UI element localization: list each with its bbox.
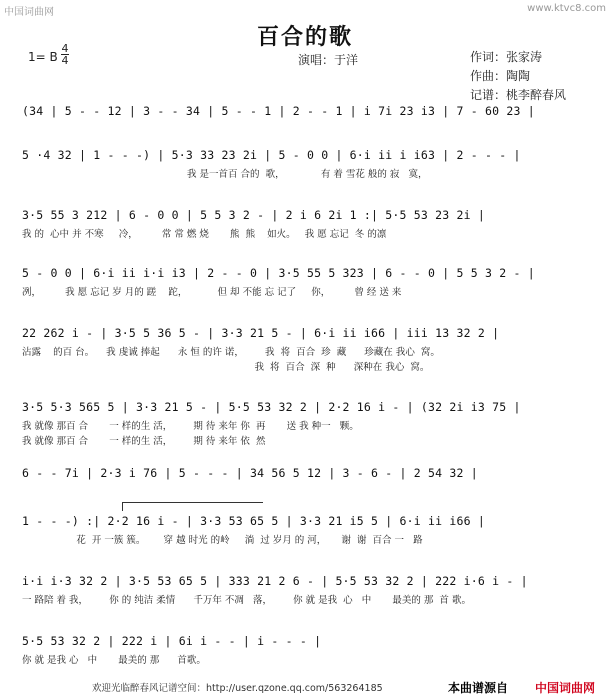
notation: 5 - 0 0 | 6·i ii i·i i3 | 2 - - 0 | 3·5 55 5 323 | 6 - - 0 | 5 5 3 2 - |: [22, 266, 535, 280]
footer-source-label: 本曲谱源自: [448, 681, 509, 695]
transcriber: 记谱：桃李醉春风: [470, 88, 567, 102]
notation: 5·5 53 32 2 | 222 i | 6i i - - | i - - - |: [22, 634, 322, 648]
score-row-1: [22, 104, 597, 118]
song-title: 百合的歌: [257, 24, 354, 50]
composer: 作曲：陶陶: [470, 69, 531, 83]
singer: 演唱：于洋: [298, 53, 359, 67]
lyric-line: 冽， 我 愿 忘记 岁 月的 蹉 跎， 但 却 不能 忘 记了 你， 曾 经 送 来: [22, 287, 402, 298]
watermark-top-right: www.ktvc8.com: [527, 3, 606, 14]
score-row-2: [22, 148, 597, 180]
notation: 3·5 5·3 565 5 | 3·3 21 5 - | 5·5 53 32 2 | 2·2 16 i - | (32 2i i3 75 |: [22, 400, 521, 414]
lyric-line: 花 开 一簇 簇。 穿 越 时光 的岭 淌 过 岁月 的 河， 谢 谢 百合 一 路: [22, 535, 423, 546]
lyric-line: 我 就像 那百 合 一 样的生 活， 期 待 来年 你 再 送 我 种一 颗。: [22, 421, 359, 432]
watermark-top-left: 中国词曲网: [4, 7, 54, 18]
lyric-line: 你 就 是我 心 中 最美的 那 首歌。: [22, 655, 206, 666]
lyric-line: 一 路陪 着 我， 你 的 纯洁 柔情 千万年 不凋 落， 你 就 是我 心 中 最美的 那 首 歌。: [22, 595, 471, 606]
lyric-line: 我 的 心中 并 不寒 冷， 常 常 燃 烧 熊 熊 如火。 我 愿 忘记 冬 的凛: [22, 229, 387, 240]
lyric-line: 我 是一首百 合的 歌， 有 着 雪花 般的 寂 寞，: [187, 169, 428, 180]
lyric-line: 我 将 百合 深 种 深种在 我心 窝。: [22, 362, 430, 373]
key-signature: [28, 50, 58, 64]
score-row-10: [22, 634, 597, 666]
footer-site-logo: 中国词曲网: [535, 681, 596, 695]
time-bottom: 4: [61, 54, 69, 67]
score-row-7: [22, 466, 597, 480]
lyric-line: 沾露 的百 台。 我 虔诚 捧起 永 恒 的许 诺， 我 将 百合 珍 藏 珍藏在 我心 窝。: [22, 347, 440, 358]
footer-credit: 欢迎光临醉春风记谱空间：http://user.qzone.qq.com/563264185: [92, 683, 383, 694]
lyric-line: 我 就像 那百 合 一 样的生 活， 期 待 来年 依 然: [22, 436, 266, 447]
lyricist: 作词：张家涛: [470, 50, 543, 64]
notation: 3·5 55 3 212 | 6 - 0 0 | 5 5 3 2 - | 2 i 6 2i 1 :| 5·5 53 23 2i |: [22, 208, 486, 222]
time-signature: [61, 43, 69, 66]
notation: 1 - - -) :| 2·2 16 i - | 3·3 53 65 5 | 3·3 21 i5 5 | 6·i ii i66 |: [22, 514, 486, 528]
score-row-6: [22, 400, 597, 447]
score-row-5: [22, 326, 597, 373]
score-row-4: [22, 266, 597, 298]
key-label: 1= B: [28, 50, 58, 64]
score-row-8: [22, 514, 597, 546]
notation: i·i i·3 32 2 | 3·5 53 65 5 | 333 21 2 6 - | 5·5 53 32 2 | 222 i·6 i - |: [22, 574, 528, 588]
notation: 22 262 i - | 3·5 5 36 5 - | 3·3 21 5 - | 6·i ii i66 | iii 13 32 2 |: [22, 326, 500, 340]
score-row-3: [22, 208, 597, 240]
notation: 6 - - 7i | 2·3 i 76 | 5 - - - | 34 56 5 12 | 3 - 6 - | 2 54 32 |: [22, 466, 478, 480]
volta-bracket: [122, 502, 263, 511]
time-top: 4: [61, 42, 69, 55]
score-row-9: [22, 574, 597, 606]
notation: (34 | 5 - - 12 | 3 - - 34 | 5 - - 1 | 2 - - 1 | i 7i 23 i3 | 7 - 60 23 |: [22, 104, 535, 118]
notation: 5 ·4 32 | 1 - - -) | 5·3 33 23 2i | 5 - 0 0 | 6·i ii i i63 | 2 - - - |: [22, 148, 521, 162]
